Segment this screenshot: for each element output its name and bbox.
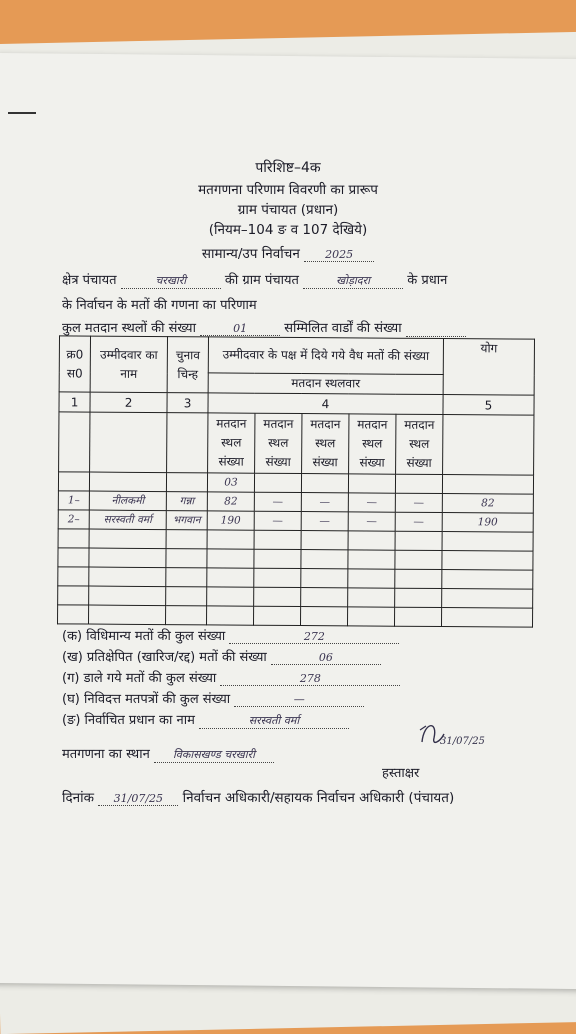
form-subtitle: ग्राम पंचायत (प्रधान) — [237, 202, 339, 218]
counting-place — [62, 744, 274, 763]
summary-label: (ख) प्रतिक्षेपित (खारिज/रद्द) मतों की संख्या — [62, 650, 267, 665]
signature-label: हस्ताक्षर — [382, 766, 420, 781]
blank-cell — [443, 415, 534, 476]
summary-label: (ग) डाले गये मतों की कुल संख्या — [62, 671, 217, 686]
row-booth-4: — — [348, 493, 395, 512]
summary-label: (घ) निविदत्त मतपत्रों की कुल संख्या — [62, 692, 231, 707]
col-number-4: 4 — [208, 393, 443, 415]
booth-column-header-3: मतदान स्थल संख्या — [302, 414, 349, 474]
row-serial: 1– — [58, 491, 89, 510]
election-year: 2025 — [304, 248, 374, 262]
summary-rejected-votes — [62, 647, 381, 665]
wards-label: सम्मिलित वार्डों की संख्या — [284, 321, 402, 336]
booth-column-header-1: मतदान स्थल संख्या — [208, 413, 255, 473]
header-symbol: चुनाव चिन्ह — [167, 337, 208, 393]
booth-column-header-4: मतदान स्थल संख्या — [349, 414, 396, 474]
appendix-title: परिशिष्ट–4क — [255, 160, 321, 176]
col-number-2: 2 — [90, 392, 167, 413]
margin-mark — [8, 112, 36, 114]
election-type-line — [0, 244, 576, 262]
summary-value: 272 — [229, 630, 399, 644]
rule-reference: (नियम–104 ङ व 107 देखिये) — [208, 222, 368, 238]
row-candidate-name: सरस्वती वर्मा — [89, 510, 166, 530]
gram-value: खोड़ादरा — [303, 273, 403, 289]
row-total: 82 — [442, 494, 533, 514]
row-serial: 2– — [58, 510, 89, 529]
booth-column-header-5: मतदान स्थल संख्या — [395, 414, 442, 474]
summary-label: (क) विधिमान्य मतों की कुल संख्या — [62, 629, 226, 644]
summary-value: — — [234, 693, 364, 707]
summary-value: 278 — [220, 672, 400, 686]
intro-line-3 — [62, 318, 466, 337]
summary-value: 06 — [271, 651, 381, 665]
summary-valid-votes — [62, 626, 399, 644]
row-symbol: गन्ना — [166, 492, 207, 511]
summary-tendered-ballots — [62, 689, 364, 707]
place-label: मतगणना का स्थान — [62, 747, 150, 762]
date-value: 31/07/25 — [98, 792, 178, 806]
summary-value: सरस्वती वर्मा — [199, 713, 349, 729]
row-booth-5: — — [395, 493, 442, 512]
row-booth-3: — — [301, 493, 348, 512]
summary-total-votes — [62, 668, 400, 686]
row-symbol: भगवान — [166, 511, 207, 530]
col-number-3: 3 — [167, 393, 208, 413]
row-booth-1: 190 — [207, 511, 254, 530]
booths-label: कुल मतदान स्थलों की संख्या — [62, 321, 196, 336]
booth-number: 03 — [207, 473, 254, 492]
form-title: मतगणना परिणाम विवरणी का प्रारूप — [198, 182, 378, 198]
place-value: विकासखण्ड चरखारी — [154, 747, 274, 763]
row-booth-4: — — [348, 512, 395, 531]
blank-cell — [90, 412, 167, 473]
empty-row — [58, 605, 533, 627]
header-booth-wise: मतदान स्थलवार — [208, 373, 443, 395]
wards-value — [406, 321, 466, 337]
intro-line-1 — [62, 270, 447, 289]
row-total: 190 — [442, 513, 533, 533]
header-candidate: उम्मीदवार का नाम — [90, 336, 167, 393]
row-booth-5: — — [395, 512, 442, 531]
row-booth-2: — — [254, 492, 301, 511]
row-booth-1: 82 — [207, 492, 254, 511]
row-booth-2: — — [254, 511, 301, 530]
col-number-1: 1 — [59, 392, 90, 412]
blank-cell — [59, 412, 90, 472]
header-serial: क्र0 स0 — [59, 336, 90, 392]
election-type-label: सामान्य/उप निर्वाचन — [201, 246, 300, 262]
row-candidate-name: नीलकमी — [89, 491, 166, 511]
signature-mark — [410, 712, 500, 757]
booth-column-header-2: मतदान स्थल संख्या — [255, 413, 302, 473]
blank-cell — [167, 413, 208, 473]
kshetra-value: चरखारी — [121, 273, 221, 289]
results-table — [57, 335, 535, 627]
summary-elected-pradhan — [62, 710, 349, 729]
booths-value: 01 — [200, 322, 280, 336]
intro-line-2: के निर्वाचन के मतों की गणना का परिणाम — [62, 298, 257, 313]
date-officer-line — [62, 788, 454, 806]
gram-label: की ग्राम पंचायत — [224, 273, 299, 288]
row-booth-3: — — [301, 512, 348, 531]
kshetra-label: क्षेत्र पंचायत — [62, 273, 117, 288]
header-votes: उम्मीदवार के पक्ष में दिये गये वैध मतों की संख्या — [208, 337, 443, 375]
pradhan-label: के प्रधान — [407, 273, 448, 288]
signature-date: 31/07/25 — [440, 736, 485, 747]
col-number-5: 5 — [443, 395, 534, 416]
officer-label: निर्वाचन अधिकारी/सहायक निर्वाचन अधिकारी (पंचायत) — [182, 790, 455, 806]
summary-label: (ङ) निर्वाचित प्रधान का नाम — [62, 713, 195, 728]
date-label: दिनांक — [62, 790, 95, 806]
header-total: योग — [443, 339, 534, 396]
